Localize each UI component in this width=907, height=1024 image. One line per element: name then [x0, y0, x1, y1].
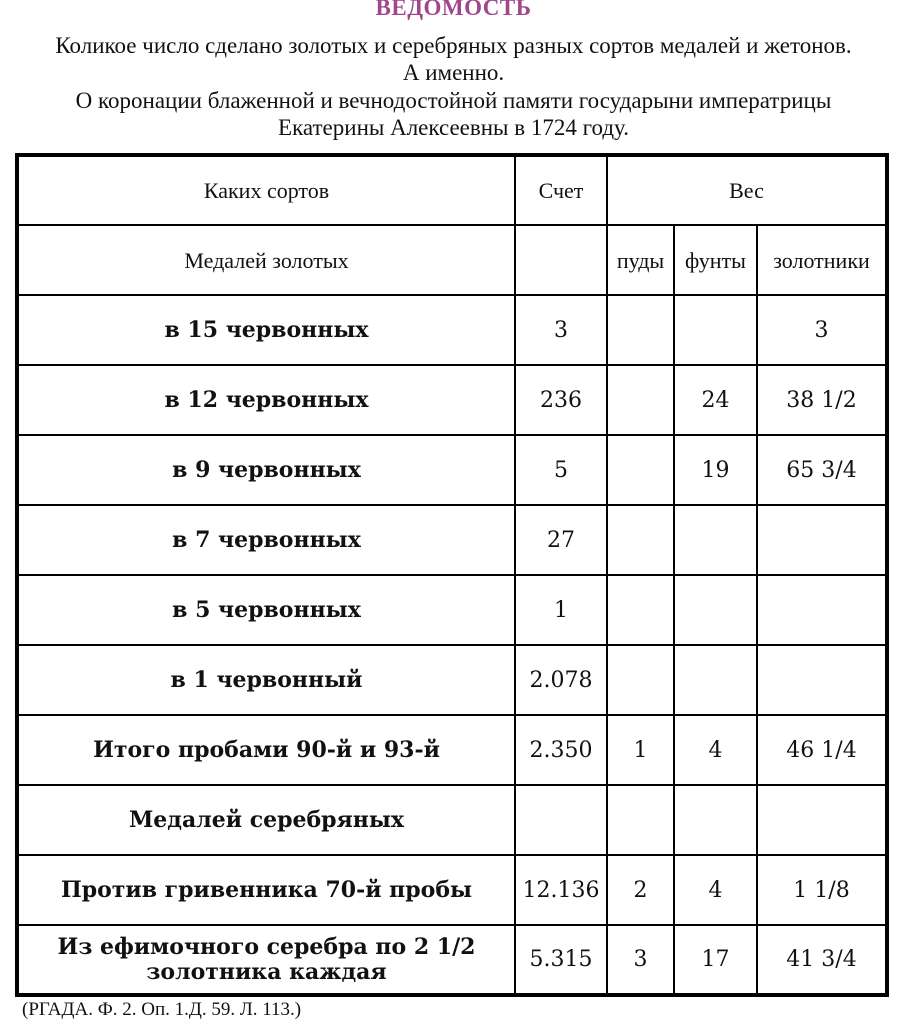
- row-kind: в 12 червонных: [17, 365, 515, 435]
- row-pounds: [674, 505, 757, 575]
- section-silver-poods: [607, 785, 674, 855]
- row-poods: [607, 505, 674, 575]
- header-count: Счет: [515, 155, 607, 225]
- document-title: ВЕДОМОСТЬ: [375, 0, 532, 20]
- table-row: [17, 575, 887, 645]
- table-header-row: [17, 155, 887, 225]
- row-zolotniks: 41 3/4: [757, 925, 887, 995]
- row-count: 2.078: [515, 645, 607, 715]
- row-count: 1: [515, 575, 607, 645]
- row-poods: 1: [607, 715, 674, 785]
- table-row: [17, 435, 887, 505]
- row-kind: в 5 червонных: [17, 575, 515, 645]
- row-pounds: 24: [674, 365, 757, 435]
- row-pounds: 4: [674, 715, 757, 785]
- subtitle-line-2: А именно.: [402, 60, 505, 85]
- table-row-total: [17, 715, 887, 785]
- row-kind: в 15 червонных: [17, 295, 515, 365]
- row-pounds: [674, 575, 757, 645]
- header-pounds: фунты: [674, 225, 757, 295]
- row-zolotniks: 1 1/8: [757, 855, 887, 925]
- header-poods: пуды: [607, 225, 674, 295]
- header-zolotniks: золотники: [757, 225, 887, 295]
- subtitle-line-4: Екатерины Алексеевны в 1724 году.: [278, 115, 629, 140]
- row-pounds: [674, 645, 757, 715]
- row-poods: [607, 645, 674, 715]
- row-poods: [607, 365, 674, 435]
- row-zolotniks: 46 1/4: [757, 715, 887, 785]
- table-row: [17, 365, 887, 435]
- section-silver-count: [515, 785, 607, 855]
- row-count: 3: [515, 295, 607, 365]
- section-gold-label: Медалей золотых: [17, 225, 515, 295]
- row-poods: [607, 435, 674, 505]
- section-row-silver: [17, 785, 887, 855]
- table-row: [17, 295, 887, 365]
- row-count: 12.136: [515, 855, 607, 925]
- row-kind: Итого пробами 90-й и 93-й: [17, 715, 515, 785]
- medals-table: [15, 153, 889, 997]
- row-poods: [607, 575, 674, 645]
- row-zolotniks: 38 1/2: [757, 365, 887, 435]
- row-pounds: [674, 295, 757, 365]
- row-kind: в 1 червонный: [17, 645, 515, 715]
- table-row: [17, 505, 887, 575]
- header-weight: Вес: [607, 155, 887, 225]
- row-count: 2.350: [515, 715, 607, 785]
- section-gold-count: [515, 225, 607, 295]
- section-silver-zolotniks: [757, 785, 887, 855]
- row-pounds: 4: [674, 855, 757, 925]
- row-count: 236: [515, 365, 607, 435]
- table-row: [17, 925, 887, 995]
- row-count: 5.315: [515, 925, 607, 995]
- row-zolotniks: [757, 575, 887, 645]
- row-zolotniks: 65 3/4: [757, 435, 887, 505]
- row-poods: 3: [607, 925, 674, 995]
- row-zolotniks: 3: [757, 295, 887, 365]
- row-pounds: 17: [674, 925, 757, 995]
- section-row-gold: [17, 225, 887, 295]
- row-zolotniks: [757, 645, 887, 715]
- source-footnote: (РГАДА. Ф. 2. Оп. 1.Д. 59. Л. 113.): [22, 999, 302, 1020]
- section-silver-label: Медалей серебряных: [17, 785, 515, 855]
- header-kind: Каких сортов: [17, 155, 515, 225]
- row-count: 5: [515, 435, 607, 505]
- table-row: [17, 855, 887, 925]
- table-row: [17, 645, 887, 715]
- subtitle-line-3: О коронации блаженной и вечнодостойной памяти государыни императрицы: [75, 88, 832, 113]
- row-kind: Из ефимочного серебра по 2 1/2 золотника каждая: [17, 925, 515, 995]
- row-kind: в 7 червонных: [17, 505, 515, 575]
- row-kind: в 9 червонных: [17, 435, 515, 505]
- subtitle-line-1: Коликое число сделано золотых и серебряных разных сортов медалей и жетонов.: [55, 33, 852, 58]
- section-silver-pounds: [674, 785, 757, 855]
- row-pounds: 19: [674, 435, 757, 505]
- row-kind: Против гривенника 70-й пробы: [17, 855, 515, 925]
- row-zolotniks: [757, 505, 887, 575]
- row-poods: 2: [607, 855, 674, 925]
- row-count: 27: [515, 505, 607, 575]
- row-poods: [607, 295, 674, 365]
